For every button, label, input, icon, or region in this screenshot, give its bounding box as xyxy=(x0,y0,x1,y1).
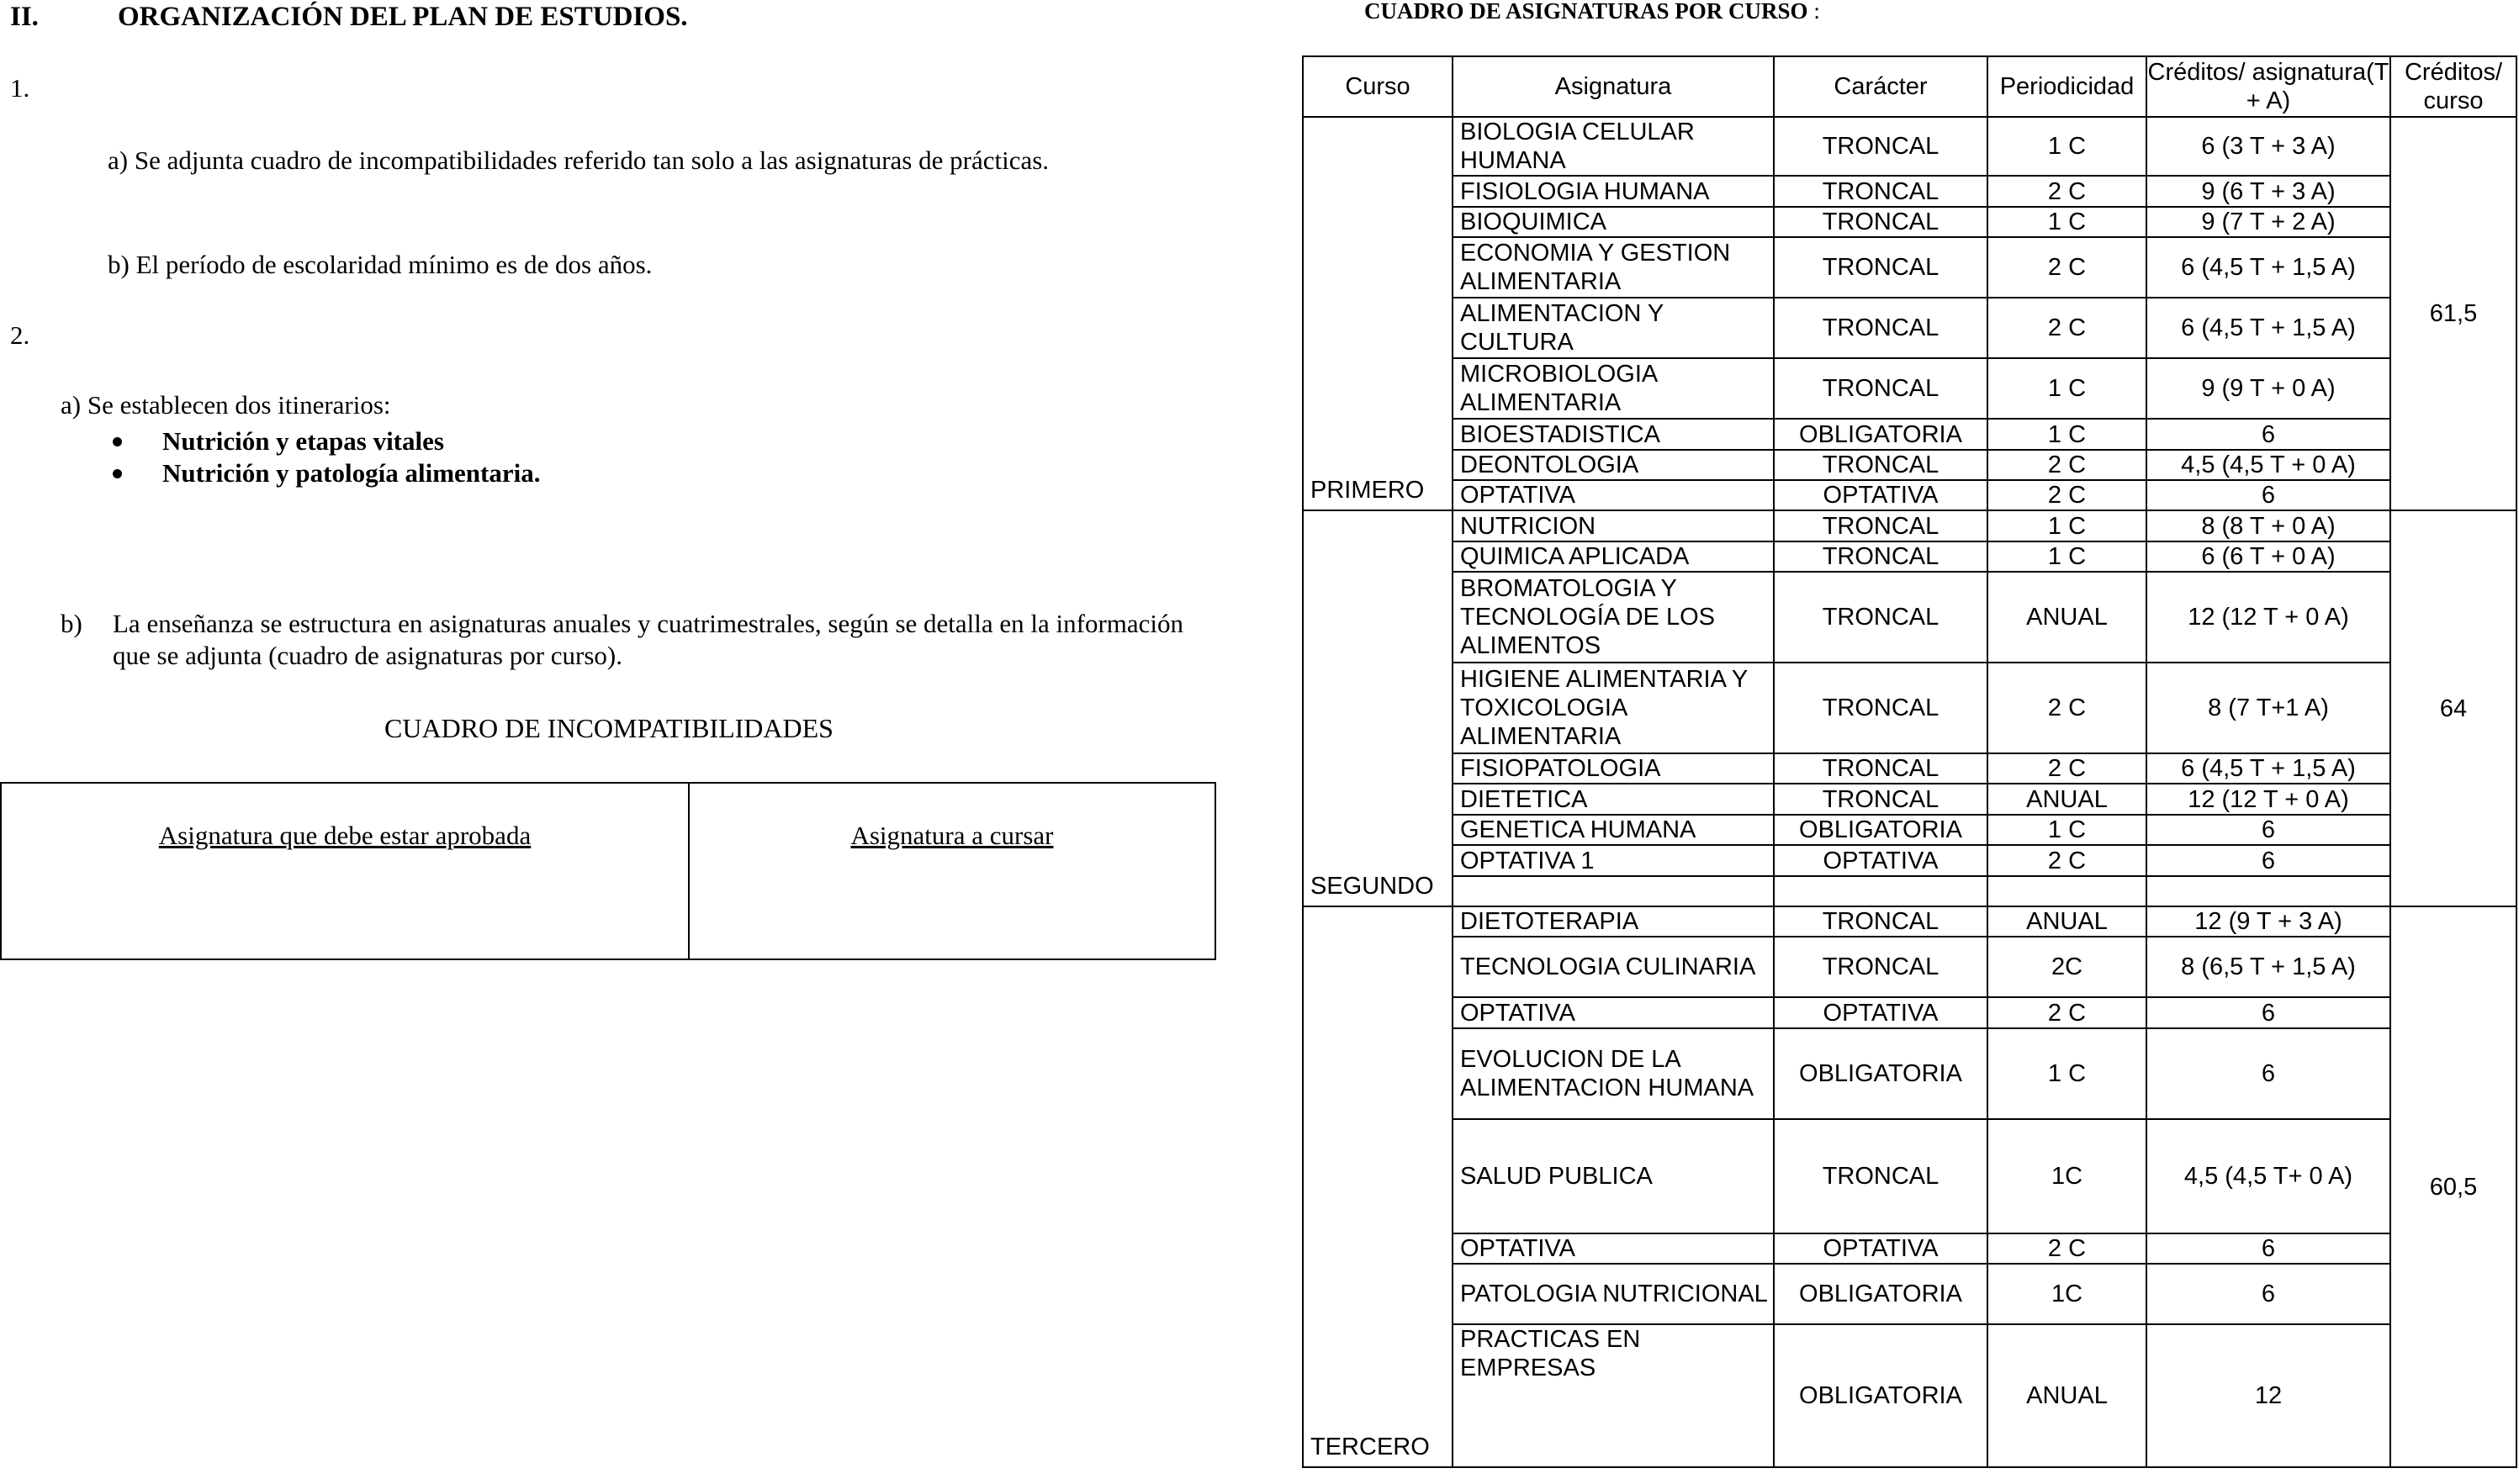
curso-cell: TERCERO xyxy=(1303,906,1453,1467)
section-title: ORGANIZACIÓN DEL PLAN DE ESTUDIOS. xyxy=(118,2,688,32)
caracter-cell: TRONCAL xyxy=(1774,1119,1987,1233)
col-header: Asignatura que debe estar aprobada xyxy=(158,821,532,850)
table-row xyxy=(1303,784,2516,815)
asignatura-cell: HIGIENE ALIMENTARIA Y TOXICOLOGIA ALIMENTARIA xyxy=(1453,663,1774,753)
asignaturas-title-text: CUADRO DE ASIGNATURAS POR CURSO xyxy=(1364,0,1808,24)
asignatura-cell: NUTRICION xyxy=(1453,510,1774,541)
table-row xyxy=(1303,207,2516,237)
table-row xyxy=(1303,876,2516,906)
creditos-asignatura-cell: 9 (6 T + 3 A) xyxy=(2146,176,2390,207)
caracter-cell: OPTATIVA xyxy=(1774,997,1987,1028)
itinerarios-list xyxy=(108,425,540,489)
caracter-cell: TRONCAL xyxy=(1774,510,1987,541)
periodicidad-cell: 2 C xyxy=(1987,753,2146,784)
incompatibilidades-title: CUADRO DE INCOMPATIBILIDADES xyxy=(384,713,833,743)
asignatura-cell: FISIOLOGIA HUMANA xyxy=(1453,176,1774,207)
col-header: Asignatura a cursar xyxy=(850,821,1054,850)
creditos-asignatura-cell: 6 xyxy=(2146,815,2390,845)
table-row xyxy=(1303,480,2516,510)
creditos-curso-cell: 61,5 xyxy=(2390,117,2516,510)
table-row xyxy=(1303,1324,2516,1467)
asignaturas-table xyxy=(1302,55,2517,1468)
periodicidad-cell: 1 C xyxy=(1987,541,2146,572)
curso-cell: PRIMERO xyxy=(1303,117,1453,510)
creditos-asignatura-cell: 6 xyxy=(2146,419,2390,450)
caracter-cell: TRONCAL xyxy=(1774,298,1987,358)
caracter-cell: OBLIGATORIA xyxy=(1774,1264,1987,1324)
asignaturas-title-colon: : xyxy=(1807,0,1820,24)
table-row xyxy=(1303,1264,2516,1324)
creditos-curso-cell: 64 xyxy=(2390,510,2516,906)
caracter-cell: OPTATIVA xyxy=(1774,845,1987,876)
creditos-asignatura-cell xyxy=(2146,876,2390,906)
creditos-curso-cell: 60,5 xyxy=(2390,906,2516,1467)
asignatura-cell: MICROBIOLOGIA ALIMENTARIA xyxy=(1453,358,1774,419)
asignatura-cell: DIETOTERAPIA xyxy=(1453,906,1774,937)
table-row xyxy=(1303,237,2516,298)
table-row xyxy=(1303,358,2516,419)
incompatibilidades-col-aprobada xyxy=(2,784,690,959)
caracter-cell: TRONCAL xyxy=(1774,358,1987,419)
point-1a-text: a) Se adjunta cuadro de incompatibilidades referido tan solo a las asignaturas de prácticas. xyxy=(108,145,1050,175)
table-row xyxy=(1303,753,2516,784)
asignatura-cell: BIOLOGIA CELULAR HUMANA xyxy=(1453,117,1774,176)
asignatura-cell: PRACTICAS EN EMPRESAS xyxy=(1453,1324,1774,1467)
asignatura-cell: GENETICA HUMANA xyxy=(1453,815,1774,845)
periodicidad-cell: 2 C xyxy=(1987,845,2146,876)
caracter-cell: OBLIGATORIA xyxy=(1774,1028,1987,1119)
caracter-cell: TRONCAL xyxy=(1774,906,1987,937)
caracter-cell: TRONCAL xyxy=(1774,784,1987,815)
caracter-cell: TRONCAL xyxy=(1774,450,1987,480)
periodicidad-cell: 2 C xyxy=(1987,1233,2146,1264)
creditos-asignatura-cell: 8 (8 T + 0 A) xyxy=(2146,510,2390,541)
asignatura-cell: SALUD PUBLICA xyxy=(1453,1119,1774,1233)
table-row xyxy=(1303,117,2516,176)
header-periodicidad: Periodicidad xyxy=(1987,56,2146,117)
periodicidad-cell: 1C xyxy=(1987,1264,2146,1324)
table-row xyxy=(1303,541,2516,572)
point-2-number: 2. xyxy=(10,320,30,350)
asignatura-cell: OPTATIVA xyxy=(1453,480,1774,510)
caracter-cell: OBLIGATORIA xyxy=(1774,815,1987,845)
section-number: II. xyxy=(10,2,39,32)
table-row xyxy=(1303,298,2516,358)
creditos-asignatura-cell: 6 xyxy=(2146,845,2390,876)
caracter-cell: TRONCAL xyxy=(1774,753,1987,784)
creditos-asignatura-cell: 12 xyxy=(2146,1324,2390,1467)
itinerario-item: Nutrición y patología alimentaria. xyxy=(108,457,540,489)
caracter-cell: OPTATIVA xyxy=(1774,1233,1987,1264)
asignatura-cell: EVOLUCION DE LA ALIMENTACION HUMANA xyxy=(1453,1028,1774,1119)
periodicidad-cell: ANUAL xyxy=(1987,1324,2146,1467)
asignatura-cell xyxy=(1453,876,1774,906)
caracter-cell: TRONCAL xyxy=(1774,237,1987,298)
periodicidad-cell xyxy=(1987,876,2146,906)
asignatura-cell: OPTATIVA 1 xyxy=(1453,845,1774,876)
caracter-cell: TRONCAL xyxy=(1774,176,1987,207)
periodicidad-cell: 1 C xyxy=(1987,117,2146,176)
creditos-asignatura-cell: 12 (12 T + 0 A) xyxy=(2146,784,2390,815)
table-row xyxy=(1303,937,2516,997)
caracter-cell: TRONCAL xyxy=(1774,541,1987,572)
asignatura-cell: BROMATOLOGIA Y TECNOLOGÍA DE LOS ALIMENTOS xyxy=(1453,572,1774,663)
asignaturas-body xyxy=(1303,117,2516,1467)
creditos-asignatura-cell: 4,5 (4,5 T+ 0 A) xyxy=(2146,1119,2390,1233)
caracter-cell: OBLIGATORIA xyxy=(1774,1324,1987,1467)
point-1-number: 1. xyxy=(10,73,30,103)
periodicidad-cell: ANUAL xyxy=(1987,572,2146,663)
header-asignatura: Asignatura xyxy=(1453,56,1774,117)
periodicidad-cell: 1C xyxy=(1987,1119,2146,1233)
creditos-asignatura-cell: 6 (6 T + 0 A) xyxy=(2146,541,2390,572)
periodicidad-cell: ANUAL xyxy=(1987,906,2146,937)
itinerario-item: Nutrición y etapas vitales xyxy=(108,425,540,457)
asignatura-cell: FISIOPATOLOGIA xyxy=(1453,753,1774,784)
table-row xyxy=(1303,663,2516,753)
creditos-asignatura-cell: 9 (9 T + 0 A) xyxy=(2146,358,2390,419)
header-caracter: Carácter xyxy=(1774,56,1987,117)
caracter-cell: OBLIGATORIA xyxy=(1774,419,1987,450)
caracter-cell: OPTATIVA xyxy=(1774,480,1987,510)
caracter-cell: TRONCAL xyxy=(1774,117,1987,176)
table-row xyxy=(1303,450,2516,480)
table-row xyxy=(1303,1028,2516,1119)
incompatibilidades-table xyxy=(0,782,1216,960)
creditos-asignatura-cell: 6 xyxy=(2146,480,2390,510)
table-row xyxy=(1303,815,2516,845)
creditos-asignatura-cell: 6 xyxy=(2146,1028,2390,1119)
asignatura-cell: DIETETICA xyxy=(1453,784,1774,815)
table-header-row xyxy=(1303,56,2516,117)
creditos-asignatura-cell: 6 (4,5 T + 1,5 A) xyxy=(2146,298,2390,358)
asignatura-cell: BIOQUIMICA xyxy=(1453,207,1774,237)
point-2a-text: a) Se establecen dos itinerarios: xyxy=(61,390,391,420)
creditos-asignatura-cell: 6 xyxy=(2146,1264,2390,1324)
creditos-asignatura-cell: 6 (3 T + 3 A) xyxy=(2146,117,2390,176)
periodicidad-cell: 2 C xyxy=(1987,176,2146,207)
table-row xyxy=(1303,1233,2516,1264)
table-row xyxy=(1303,510,2516,541)
header-curso: Curso xyxy=(1303,56,1453,117)
point-2b-label: b) xyxy=(61,609,82,638)
periodicidad-cell: 1 C xyxy=(1987,358,2146,419)
creditos-asignatura-cell: 9 (7 T + 2 A) xyxy=(2146,207,2390,237)
table-row xyxy=(1303,1119,2516,1233)
asignaturas-title xyxy=(1364,0,1820,24)
asignatura-cell: PATOLOGIA NUTRICIONAL xyxy=(1453,1264,1774,1324)
table-row xyxy=(1303,997,2516,1028)
creditos-asignatura-cell: 4,5 (4,5 T + 0 A) xyxy=(2146,450,2390,480)
periodicidad-cell: 2C xyxy=(1987,937,2146,997)
asignatura-cell: OPTATIVA xyxy=(1453,1233,1774,1264)
point-1b-text: b) El período de escolaridad mínimo es de dos años. xyxy=(108,250,653,279)
asignatura-cell: ALIMENTACION Y CULTURA xyxy=(1453,298,1774,358)
asignatura-cell: ECONOMIA Y GESTION ALIMENTARIA xyxy=(1453,237,1774,298)
asignatura-cell: QUIMICA APLICADA xyxy=(1453,541,1774,572)
point-2b-text: La enseñanza se estructura en asignaturas anuales y cuatrimestrales, según se detalla en la información que se adjunta (cuadro de asignaturas por curso). xyxy=(113,609,1184,670)
creditos-asignatura-cell: 8 (6,5 T + 1,5 A) xyxy=(2146,937,2390,997)
creditos-asignatura-cell: 6 xyxy=(2146,997,2390,1028)
incompatibilidades-col-cursar xyxy=(690,784,1215,959)
caracter-cell: TRONCAL xyxy=(1774,937,1987,997)
table-row xyxy=(1303,845,2516,876)
asignatura-cell: OPTATIVA xyxy=(1453,997,1774,1028)
creditos-asignatura-cell: 12 (12 T + 0 A) xyxy=(2146,572,2390,663)
periodicidad-cell: 1 C xyxy=(1987,510,2146,541)
periodicidad-cell: 2 C xyxy=(1987,997,2146,1028)
creditos-asignatura-cell: 12 (9 T + 3 A) xyxy=(2146,906,2390,937)
periodicidad-cell: 2 C xyxy=(1987,663,2146,753)
caracter-cell xyxy=(1774,876,1987,906)
periodicidad-cell: ANUAL xyxy=(1987,784,2146,815)
asignatura-cell: TECNOLOGIA CULINARIA xyxy=(1453,937,1774,997)
periodicidad-cell: 2 C xyxy=(1987,480,2146,510)
creditos-asignatura-cell: 6 xyxy=(2146,1233,2390,1264)
periodicidad-cell: 2 C xyxy=(1987,237,2146,298)
asignatura-cell: DEONTOLOGIA xyxy=(1453,450,1774,480)
caracter-cell: TRONCAL xyxy=(1774,572,1987,663)
asignatura-cell: BIOESTADISTICA xyxy=(1453,419,1774,450)
periodicidad-cell: 1 C xyxy=(1987,815,2146,845)
caracter-cell: TRONCAL xyxy=(1774,207,1987,237)
creditos-asignatura-cell: 6 (4,5 T + 1,5 A) xyxy=(2146,753,2390,784)
creditos-asignatura-cell: 8 (7 T+1 A) xyxy=(2146,663,2390,753)
curso-cell: SEGUNDO xyxy=(1303,510,1453,906)
periodicidad-cell: 1 C xyxy=(1987,1028,2146,1119)
caracter-cell: TRONCAL xyxy=(1774,663,1987,753)
table-row xyxy=(1303,176,2516,207)
periodicidad-cell: 2 C xyxy=(1987,450,2146,480)
header-creditos-curso: Créditos/ curso xyxy=(2390,56,2516,117)
periodicidad-cell: 1 C xyxy=(1987,207,2146,237)
header-creditos-asignatura: Créditos/ asignatura(T + A) xyxy=(2146,56,2390,117)
creditos-asignatura-cell: 6 (4,5 T + 1,5 A) xyxy=(2146,237,2390,298)
periodicidad-cell: 1 C xyxy=(1987,419,2146,450)
periodicidad-cell: 2 C xyxy=(1987,298,2146,358)
table-row xyxy=(1303,419,2516,450)
section-heading xyxy=(10,2,688,33)
table-row xyxy=(1303,906,2516,937)
table-row xyxy=(1303,572,2516,663)
